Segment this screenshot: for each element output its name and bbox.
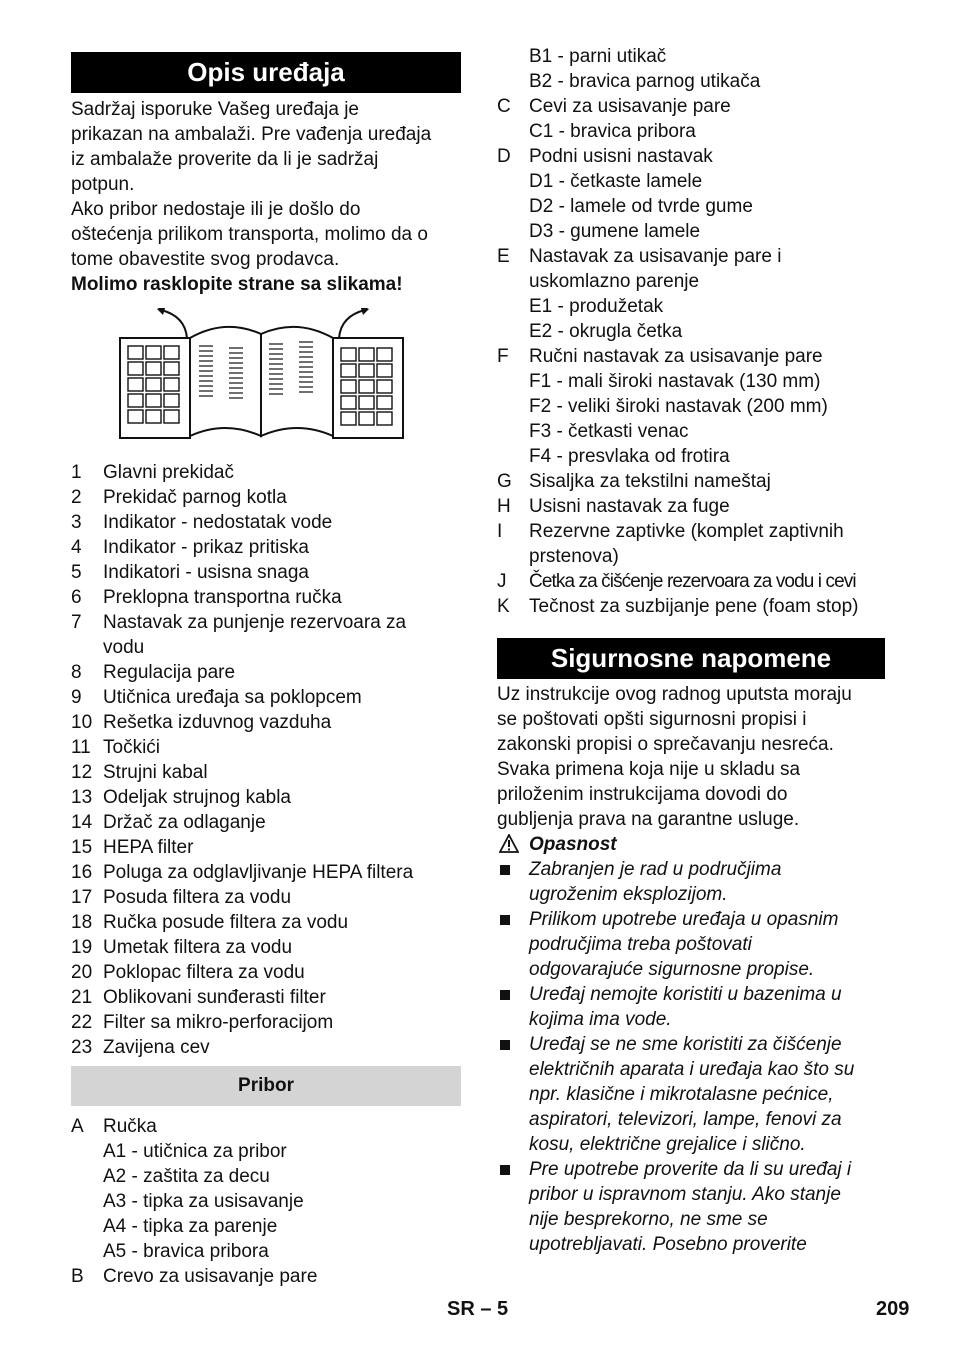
bullet-square-icon — [500, 865, 510, 875]
item-number: J — [497, 571, 507, 592]
accessories-list — [71, 1114, 461, 1289]
accessories-continued — [497, 44, 885, 94]
item-label-line: Indikator - nedostatak vode — [103, 512, 333, 533]
item-number: 12 — [71, 762, 93, 783]
item-number: 13 — [71, 787, 93, 808]
item-label — [103, 935, 461, 960]
bullet-text — [529, 1032, 885, 1157]
item-label-line: Rezervne zaptivke (komplet zaptivnih — [529, 521, 844, 542]
accessory-item — [497, 144, 885, 169]
item-number: 2 — [71, 487, 82, 508]
bullet-text-line: odgovarajuće sigurnosne propise. — [529, 959, 815, 980]
fold-out-pages-illustration — [119, 308, 409, 448]
accessory-subitem: B2 - bravica parnog utikača — [529, 71, 761, 92]
item-label — [103, 510, 461, 535]
part-item — [71, 860, 461, 885]
bullet-text-line: nije besprekorno, ne sme se — [529, 1209, 768, 1230]
part-item — [71, 985, 461, 1010]
item-number: 23 — [71, 1037, 93, 1058]
item-label-line: HEPA filter — [103, 837, 194, 858]
item-number: 19 — [71, 937, 93, 958]
item-label-line: Preklopna transportna ručka — [103, 587, 342, 608]
part-item — [71, 935, 461, 960]
item-number: 5 — [71, 562, 82, 583]
item-label — [529, 519, 885, 569]
part-item — [71, 685, 461, 710]
right-column — [497, 44, 885, 1257]
item-label-line: Indikator - prikaz pritiska — [103, 537, 309, 558]
item-label-line: Nastavak za punjenje rezervoara za — [103, 612, 407, 633]
accessory-subitem: A5 - bravica pribora — [103, 1241, 269, 1262]
part-item — [71, 960, 461, 985]
part-item — [71, 710, 461, 735]
item-label-line: Utičnica uređaja sa poklopcem — [103, 687, 362, 708]
accessories-list-continued — [497, 94, 885, 619]
part-item — [71, 485, 461, 510]
item-label — [103, 735, 461, 760]
part-item — [71, 510, 461, 535]
item-label — [103, 610, 461, 660]
paragraph-line: potpun. — [71, 174, 135, 195]
item-label — [529, 344, 885, 369]
item-label-line: Ručka — [103, 1116, 157, 1137]
bullet-square-icon — [500, 1165, 510, 1175]
part-item — [71, 610, 461, 660]
warning-triangle-icon — [499, 834, 519, 853]
accessory-subitem: E1 - produžetak — [529, 296, 664, 317]
item-label-line: Tečnost za suzbijanje pene (foam stop) — [529, 596, 859, 617]
item-label — [529, 494, 885, 519]
part-item — [71, 835, 461, 860]
item-label — [103, 1035, 461, 1060]
item-label-line: Poklopac filtera za vodu — [103, 962, 305, 983]
item-label-line: Nastavak za usisavanje pare i — [529, 246, 782, 267]
danger-label-text: Opasnost — [529, 834, 617, 855]
part-item — [71, 660, 461, 685]
left-column — [71, 44, 461, 1289]
item-number: K — [497, 596, 510, 617]
fold-out-note: Molimo rasklopite strane sa slikama! — [71, 274, 403, 295]
item-label — [103, 960, 461, 985]
accessory-item — [497, 519, 885, 569]
item-label — [103, 810, 461, 835]
item-number: 10 — [71, 712, 93, 733]
item-label — [529, 244, 885, 294]
item-label-line: Zavijena cev — [103, 1037, 210, 1058]
item-number: 18 — [71, 912, 93, 933]
bullet-text-line: pribor u ispravnom stanju. Ako stanje — [529, 1184, 841, 1205]
paragraph-line: gubljenja prava na garantne usluge. — [497, 809, 800, 830]
item-label — [529, 594, 885, 619]
paragraph-line: zakonski propisi o sprečavanju nesreća. — [497, 734, 834, 755]
safety-bullets — [497, 857, 885, 1257]
safety-intro-paragraph — [497, 682, 885, 832]
part-item — [71, 1035, 461, 1060]
item-label-line: Cevi za usisavanje pare — [529, 96, 731, 117]
part-item — [71, 735, 461, 760]
item-label-line: Držač za odlaganje — [103, 812, 266, 833]
accessory-item — [71, 1114, 461, 1139]
item-number: C — [497, 96, 511, 117]
accessory-subitem: E2 - okrugla četka — [529, 321, 683, 342]
item-label-line: Točkići — [103, 737, 161, 758]
paragraph-line: iz ambalaže proverite da li je sadržaj — [71, 149, 379, 170]
item-label-line: Rešetka izduvnog vazduha — [103, 712, 332, 733]
part-item — [71, 1010, 461, 1035]
item-label-line: uskomlazno parenje — [529, 271, 700, 292]
item-number: 4 — [71, 537, 82, 558]
safety-bullet — [497, 1032, 885, 1157]
safety-bullet — [497, 1157, 885, 1257]
accessory-item — [497, 594, 885, 619]
part-item — [71, 910, 461, 935]
item-number: 16 — [71, 862, 93, 883]
item-label — [103, 860, 461, 885]
danger-label — [497, 832, 885, 857]
accessory-item — [497, 244, 885, 294]
item-label-line: Regulacija pare — [103, 662, 236, 683]
accessory-subitem: D1 - četkaste lamele — [529, 171, 703, 192]
part-item — [71, 760, 461, 785]
item-label-line: Podni usisni nastavak — [529, 146, 713, 167]
bullet-text-line: aspiratori, televizori, lampe, fenovi za — [529, 1109, 842, 1130]
item-label-line: Ručni nastavak za usisavanje pare — [529, 346, 823, 367]
item-label-line: vodu — [103, 637, 145, 658]
paragraph-line: se poštovati opšti sigurnosni propisi i — [497, 709, 807, 730]
item-label — [529, 469, 885, 494]
item-number: I — [497, 521, 503, 542]
part-item — [71, 885, 461, 910]
item-label-line: Filter sa mikro-perforacijom — [103, 1012, 334, 1033]
item-number: 6 — [71, 587, 82, 608]
item-label-line: Sisaljka za tekstilni nameštaj — [529, 471, 771, 492]
safety-bullet — [497, 907, 885, 982]
item-number: A — [71, 1116, 84, 1137]
part-item — [71, 535, 461, 560]
bullet-square-icon — [500, 915, 510, 925]
item-label-line: Oblikovani sunđerasti filter — [103, 987, 326, 1008]
item-number: 8 — [71, 662, 82, 683]
accessory-subitem: F2 - veliki široki nastavak (200 mm) — [529, 396, 828, 417]
bullet-text-line: ugroženim eksplozijom. — [529, 884, 728, 905]
item-label — [103, 685, 461, 710]
item-label-line: Prekidač parnog kotla — [103, 487, 287, 508]
item-number: F — [497, 346, 509, 367]
bullet-text — [529, 982, 885, 1032]
item-number: 20 — [71, 962, 93, 983]
paragraph-line: Sadržaj isporuke Vašeg uređaja je — [71, 99, 359, 120]
safety-bullet — [497, 857, 885, 907]
part-item — [71, 585, 461, 610]
item-label — [103, 710, 461, 735]
parts-list — [71, 460, 461, 1060]
item-label — [103, 835, 461, 860]
part-item — [71, 785, 461, 810]
bullet-square-icon — [500, 1040, 510, 1050]
item-label — [103, 885, 461, 910]
item-label-line: prstenova) — [529, 546, 619, 567]
accessory-item — [497, 569, 885, 594]
item-number: 1 — [71, 462, 82, 483]
bullet-text-line: kosu, električne grejalice i slično. — [529, 1134, 806, 1155]
accessory-item — [497, 494, 885, 519]
item-label — [103, 785, 461, 810]
bullet-text-line: upotrebljavati. Posebno proverite — [529, 1234, 807, 1255]
item-label — [103, 985, 461, 1010]
paragraph-line: Ako pribor nedostaje ili je došlo do — [71, 199, 361, 220]
item-label — [103, 585, 461, 610]
item-label-line: Strujni kabal — [103, 762, 208, 783]
accessory-subitem: C1 - bravica pribora — [529, 121, 696, 142]
item-label-line: Usisni nastavak za fuge — [529, 496, 730, 517]
bullet-text-line: npr. klasične i mikrotalasne pećnice, — [529, 1084, 834, 1105]
item-label — [103, 660, 461, 685]
item-label — [103, 460, 461, 485]
accessory-subitem: D2 - lamele od tvrde gume — [529, 196, 753, 217]
part-item — [71, 460, 461, 485]
accessory-subitem: A2 - zaštita za decu — [103, 1166, 270, 1187]
bullet-text-line: Zabranjen je rad u područjima — [529, 859, 782, 880]
bullet-text-line: kojima ima vode. — [529, 1009, 672, 1030]
accessory-subitem: B1 - parni utikač — [529, 46, 667, 67]
item-label — [103, 485, 461, 510]
item-label-line: Umetak filtera za vodu — [103, 937, 293, 958]
accessory-item — [497, 94, 885, 119]
bullet-text-line: električnih aparata i uređaja kao što su — [529, 1059, 855, 1080]
accessory-subitem: D3 - gumene lamele — [529, 221, 701, 242]
safety-bullet — [497, 982, 885, 1032]
item-label-line: Crevo za usisavanje pare — [103, 1266, 318, 1287]
footer-section-label: SR – 5 — [447, 1298, 509, 1320]
fold-out-figure — [71, 300, 461, 450]
accessory-subitem: F4 - presvlaka od frotira — [529, 446, 730, 467]
item-number: 15 — [71, 837, 93, 858]
intro-paragraph — [71, 97, 461, 272]
item-number: E — [497, 246, 510, 267]
accessory-subitem: F1 - mali široki nastavak (130 mm) — [529, 371, 821, 392]
paragraph-line: tome obavestite svog prodavca. — [71, 249, 340, 270]
item-number: 7 — [71, 612, 82, 633]
bullet-text-line: područjima treba poštovati — [529, 934, 752, 955]
item-number: 22 — [71, 1012, 93, 1033]
paragraph-line: priloženim instrukcijama dovodi do — [497, 784, 788, 805]
item-number: 9 — [71, 687, 82, 708]
item-label-line: Glavni prekidač — [103, 462, 234, 483]
section-heading-safety-notes: Sigurnosne napomene — [497, 638, 885, 679]
item-number: B — [71, 1266, 84, 1287]
footer-page-number: 209 — [876, 1298, 910, 1320]
item-label — [529, 569, 885, 594]
item-number: 21 — [71, 987, 93, 1008]
item-label — [103, 1114, 461, 1139]
accessory-subitem: A3 - tipka za usisavanje — [103, 1191, 304, 1212]
item-number: G — [497, 471, 512, 492]
accessory-item — [497, 469, 885, 494]
bullet-text — [529, 857, 885, 907]
item-label-line: Četka za čišćenje rezervoara za vodu i cevi — [529, 571, 856, 592]
section-heading-device-description: Opis uređaja — [71, 52, 461, 93]
item-label — [103, 910, 461, 935]
paragraph-line: oštećenja prilikom transporta, molimo da o — [71, 224, 428, 245]
paragraph-line: Svaka primena koja nije u skladu sa — [497, 759, 801, 780]
item-number: H — [497, 496, 511, 517]
item-label-line: Posuda filtera za vodu — [103, 887, 292, 908]
accessory-subitem: A4 - tipka za parenje — [103, 1216, 278, 1237]
item-label — [103, 1010, 461, 1035]
paragraph-line: Uz instrukcije ovog radnog uputsta moraju — [497, 684, 852, 705]
item-number: 17 — [71, 887, 93, 908]
bullet-text — [529, 907, 885, 982]
item-label-line: Ručka posude filtera za vodu — [103, 912, 349, 933]
item-label-line: Poluga za odglavljivanje HEPA filtera — [103, 862, 414, 883]
bullet-text-line: Uređaj se ne sme koristiti za čišćenje — [529, 1034, 842, 1055]
item-number: 14 — [71, 812, 93, 833]
accessory-subitem: F3 - četkasti venac — [529, 421, 689, 442]
accessories-heading: Pribor — [71, 1066, 461, 1106]
item-label — [529, 94, 885, 119]
part-item — [71, 810, 461, 835]
bullet-text-line: Pre upotrebe proverite da li su uređaj i — [529, 1159, 852, 1180]
paragraph-line: prikazan na ambalaži. Pre vađenja uređaja — [71, 124, 432, 145]
accessory-item — [71, 1264, 461, 1289]
item-number: 11 — [71, 737, 91, 758]
part-item — [71, 560, 461, 585]
item-number: D — [497, 146, 511, 167]
accessory-item — [497, 344, 885, 369]
item-label — [529, 144, 885, 169]
item-label — [103, 1264, 461, 1289]
bullet-square-icon — [500, 990, 510, 1000]
item-label — [103, 760, 461, 785]
item-label — [103, 535, 461, 560]
bullet-text-line: Prilikom upotrebe uređaja u opasnim — [529, 909, 839, 930]
item-label-line: Odeljak strujnog kabla — [103, 787, 291, 808]
bullet-text-line: Uređaj nemojte koristiti u bazenima u — [529, 984, 842, 1005]
accessory-subitem: A1 - utičnica za pribor — [103, 1141, 287, 1162]
item-number: 3 — [71, 512, 82, 533]
item-label — [103, 560, 461, 585]
item-label-line: Indikatori - usisna snaga — [103, 562, 309, 583]
bullet-text — [529, 1157, 885, 1257]
